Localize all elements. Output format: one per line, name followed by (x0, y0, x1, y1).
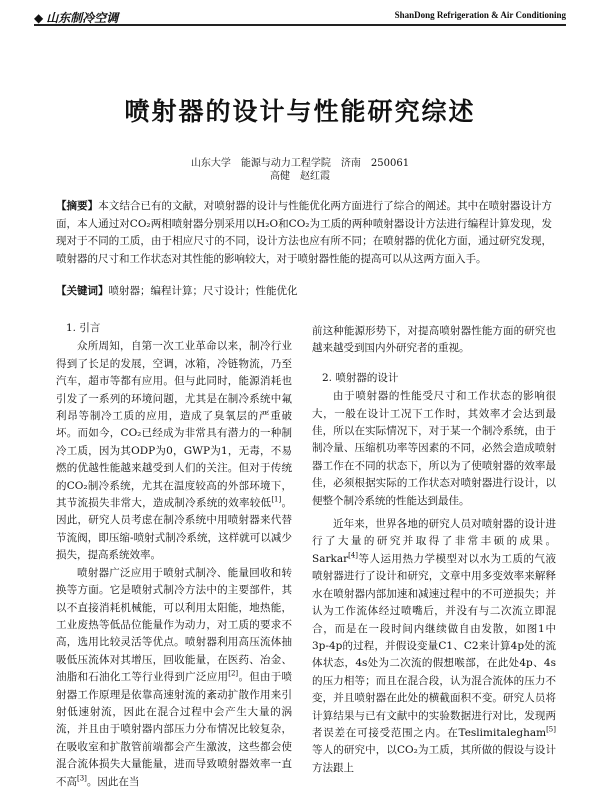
abstract-label: 【摘要】 (56, 200, 99, 212)
paper-title: 喷射器的设计与性能研究综述 (124, 97, 476, 126)
intro-continuation: 前这种能源形势下，对提高喷射器性能方面的研究也越来越受到国内外研究者的重视。 (312, 325, 556, 355)
design-paragraph-1: 由于喷射器的性能受尺寸和工作状态的影响很大，一般在设计工况下工作时，其效率才会达到最佳，所以在实际情况下，对于某一个制冷系统，由于制冷量、压缩机功率等因素的不同，必然会造成喷射器工作在不同的状态下，所以为了使喷射器的效率最佳，必须根据实际的工作状态对喷射器进行设计，以便整个制冷系统的性能达到最佳。 (312, 390, 556, 507)
journal-name-en: ShanDong Refrigeration & Air Conditioning (394, 10, 566, 20)
citation-1: [1] (271, 495, 282, 504)
design-paragraph-2: 近年来，世界各地的研究人员对喷射器的设计进行了大量的研究并取得了非常丰硕的成果。Sarkar[4]等人运用热力学模型对以水为工质的气液喷射器进行了设计和研究，文章中用多变效率来解释水在喷射器内部加速和减速过程中的不可逆损失；并认为工作流体经过喷嘴后，并没有与二次流立即混合，而是在一段时间内继续做自由发散，如图1中3p-4p的过程，并假设变量C1、C2来计算4p处的流体状态，4s处为二次流的假想喉部，在此处4p、4s的压力相等；而且在混合段，认为混合流体的压力不变，并且喷射器在此处的横截面积不变。研究人员将计算结果与已有文献中的实验数据进行对比，发现两者误差在可接受范围之内。在Teslimitalegham[5]等人的研究中，以CO₂为工质，其所做的假设与设计方法跟上 (312, 518, 556, 774)
authors: 高健 赵红霞 (270, 171, 330, 182)
citation-3: [3] (77, 774, 87, 783)
page-header (34, 7, 566, 25)
diamond-icon: ◆ (34, 11, 44, 25)
right-column (312, 323, 556, 777)
keywords-label: 【关键词】 (56, 285, 109, 297)
intro-paragraph-2: 喷射器广泛应用于喷射式制冷、能量回收和转换等方面。它是喷射式制冷方法中的主要部件，其以不直接消耗机械能，可以利用太阳能，地热能，工业废热等低品位能量作为动力，对工质的要求不高，选用比较灵活等优点。喷射器利用高压流体抽吸低压流体对其增压，回收能量，在医药、冶金、油脂和石油化工等行业得到广泛应用[2]。但由于喷射器工作原理是依靠高速射流的紊动扩散作用来引射低速射流，因此在混合过程中会产生大量的涡流，并且由于喷射器内部压力分布情况比较复杂，在吸收室和扩散管前端都会产生激波，这些都会使混合流体损失大量能量，进而导致喷射器效率一直不高[3]。因此在当 (56, 566, 292, 788)
section-heading-intro: 1. 引言 (66, 322, 101, 334)
abstract (56, 198, 552, 268)
citation-4: [4] (348, 551, 359, 560)
left-column (56, 318, 292, 791)
citation-5: [5] (546, 725, 556, 734)
header-rule (34, 24, 566, 26)
section-heading-design: 2. 喷射器的设计 (322, 371, 399, 384)
affiliation: 山东大学 能源与动力工程学院 济南 250061 (190, 158, 410, 169)
abstract-text: 本文结合已有的文献，对喷射器的设计与性能优化两方面进行了综合的阐述。其中在喷射器设计方面，本人通过对CO₂两相喷射器分别采用以H₂O和CO₂为工质的两种喷射器设计方法进行编程计算发现，发现对于不同的工质，由于相应尺寸的不同，设计方法也应有所不同；在喷射器的优化方面，通过研究发现，喷射器的尺寸和工作状态对其性能的影响较大，对于喷射器性能的提高可以从这两方面入手。 (56, 200, 552, 265)
intro-paragraph-1: 众所周知，自第一次工业革命以来，制冷行业得到了长足的发展，空调，冰箱，冷链物流，乃至汽车，超市等都有应用。但与此同时，能源消耗也引发了一系列的环境问题，尤其是在制冷系统中氟利昂等制冷工质的应用，造成了臭氧层的严重破坏。而如今，CO₂已经成为非常具有潜力的一种制冷工质，因为其ODP为0，GWP为1，无毒，不易燃的优越性能越来越受到人们的关注。但对于传统的CO₂制冷系统，尤其在温度较高的外部环境下，其节流损失非常大，造成制冷系统的效率较低[1]。因此，研究人员考虑在制冷系统中用喷射器来代替节流阀，即压缩-喷射式制冷系统，这样就可以减少损失，提高系统效率。 (56, 340, 292, 562)
keywords-text: 喷射器；编程计算；尺寸设计；性能优化 (108, 285, 298, 297)
keywords (56, 283, 552, 299)
citation-2: [2] (228, 669, 239, 678)
journal-name-text: 山东制冷空调 (46, 11, 119, 25)
